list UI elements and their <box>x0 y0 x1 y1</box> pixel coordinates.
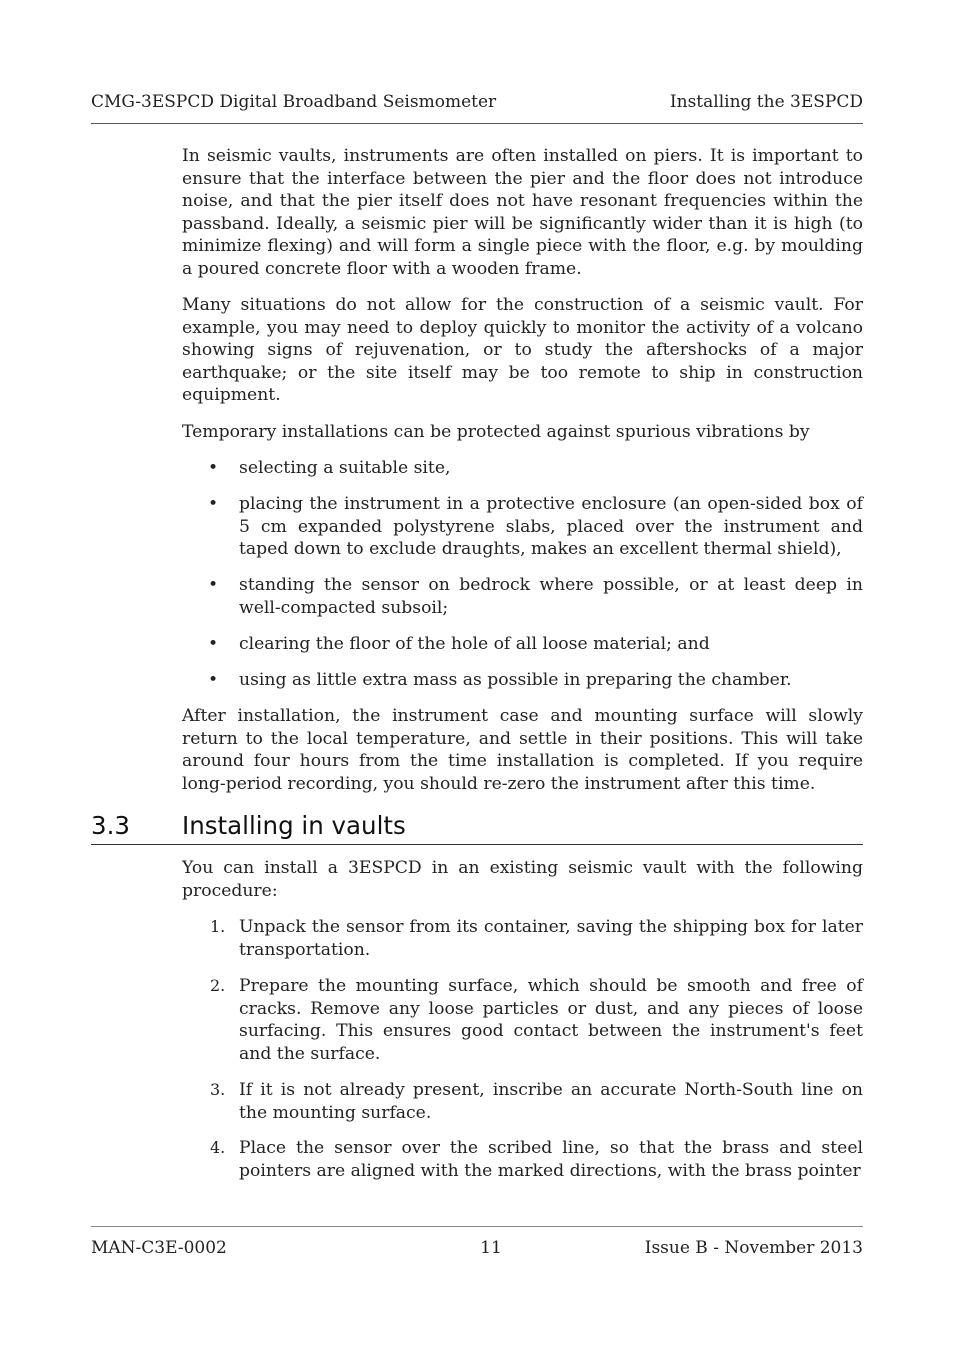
bullet-marker: • <box>208 458 219 478</box>
footer-page-number: 11 <box>480 1238 502 1258</box>
numbered-step <box>182 1079 863 1124</box>
bullet-marker: • <box>208 634 219 654</box>
step-number: 2. <box>210 976 226 995</box>
bullet-text: clearing the floor of the hole of all loose material; and <box>239 634 710 654</box>
footer-document-number: MAN-C3E-0002 <box>91 1238 227 1258</box>
page-footer <box>91 1226 863 1257</box>
bullet-item <box>182 457 863 480</box>
paragraph-text: In seismic vaults, instruments are often installed on piers. It is important to ensure that the interface between the pier and the floor does not introduce noise, and that the pier itself does not have resonant frequencies within the passband. Ideally, a seismic pier will be significantly wider than it is high (to minimize flexing) and will form a single piece with the floor, e.g. by moulding a poured concrete floor with a wooden frame. <box>182 146 863 279</box>
bullet-item <box>182 493 863 561</box>
bullet-item <box>182 669 863 692</box>
paragraph-after-installation <box>182 705 863 795</box>
paragraph-text: Temporary installations can be protected against spurious vibrations by <box>182 422 810 442</box>
header-chapter-title: Installing the 3ESPCD <box>669 92 863 112</box>
numbered-step <box>182 975 863 1065</box>
bullet-text: using as little extra mass as possible in preparing the chamber. <box>239 670 792 690</box>
bullet-item <box>182 633 863 656</box>
page-header <box>91 90 863 124</box>
bullet-text: placing the instrument in a protective enclosure (an open-sided box of 5 cm expanded polystyrene slabs, placed over the instrument and taped down to exclude draughts, makes an excellent thermal shield), <box>239 494 863 560</box>
header-document-title: CMG-3ESPCD Digital Broadband Seismometer <box>91 92 497 112</box>
step-text: Place the sensor over the scribed line, so that the brass and steel pointers are aligned with the marked directions, with the brass pointer <box>239 1138 863 1181</box>
bullet-marker: • <box>208 494 219 514</box>
numbered-step <box>182 916 863 961</box>
paragraph-text: You can install a 3ESPCD in an existing seismic vault with the following procedure: <box>182 858 863 901</box>
numbered-step <box>182 1137 863 1182</box>
section-heading <box>91 809 863 845</box>
paragraph-piers <box>182 145 863 281</box>
step-text: Prepare the mounting surface, which should be smooth and free of cracks. Remove any loose particles or dust, and any pieces of loose surfacing. This ensures good contact between the instrument's feet and the surface. <box>239 976 863 1064</box>
paragraph-text: Many situations do not allow for the construction of a seismic vault. For example, you may need to deploy quickly to monitor the activity of a volcano showing signs of rejuvenation, or to study the aftershocks of a major earthquake; or the site itself may be too remote to ship in construction equipment. <box>182 295 863 406</box>
section-number: 3.3 <box>91 811 130 840</box>
footer-issue-date: Issue B - November 2013 <box>644 1238 863 1258</box>
bullet-marker: • <box>208 670 219 690</box>
paragraph-temporary-intro <box>182 421 863 444</box>
bullet-text: selecting a suitable site, <box>239 458 451 478</box>
step-text: If it is not already present, inscribe an accurate North-South line on the mounting surface. <box>239 1080 863 1123</box>
step-number: 4. <box>210 1138 226 1157</box>
paragraph-temporary-deployments <box>182 294 863 407</box>
step-number: 3. <box>210 1080 226 1099</box>
paragraph-vault-intro <box>182 857 863 902</box>
section-title: Installing in vaults <box>182 811 406 840</box>
bullet-marker: • <box>208 575 219 595</box>
paragraph-text: After installation, the instrument case and mounting surface will slowly return to the local temperature, and settle in their positions. This will take around four hours from the time installation is completed. If you require long-period recording, you should re-zero the instrument after this time. <box>182 706 863 794</box>
bullet-item <box>182 574 863 619</box>
step-number: 1. <box>210 917 226 936</box>
bullet-text: standing the sensor on bedrock where possible, or at least deep in well-compacted subsoil; <box>239 575 863 618</box>
step-text: Unpack the sensor from its container, saving the shipping box for later transportation. <box>239 917 863 960</box>
